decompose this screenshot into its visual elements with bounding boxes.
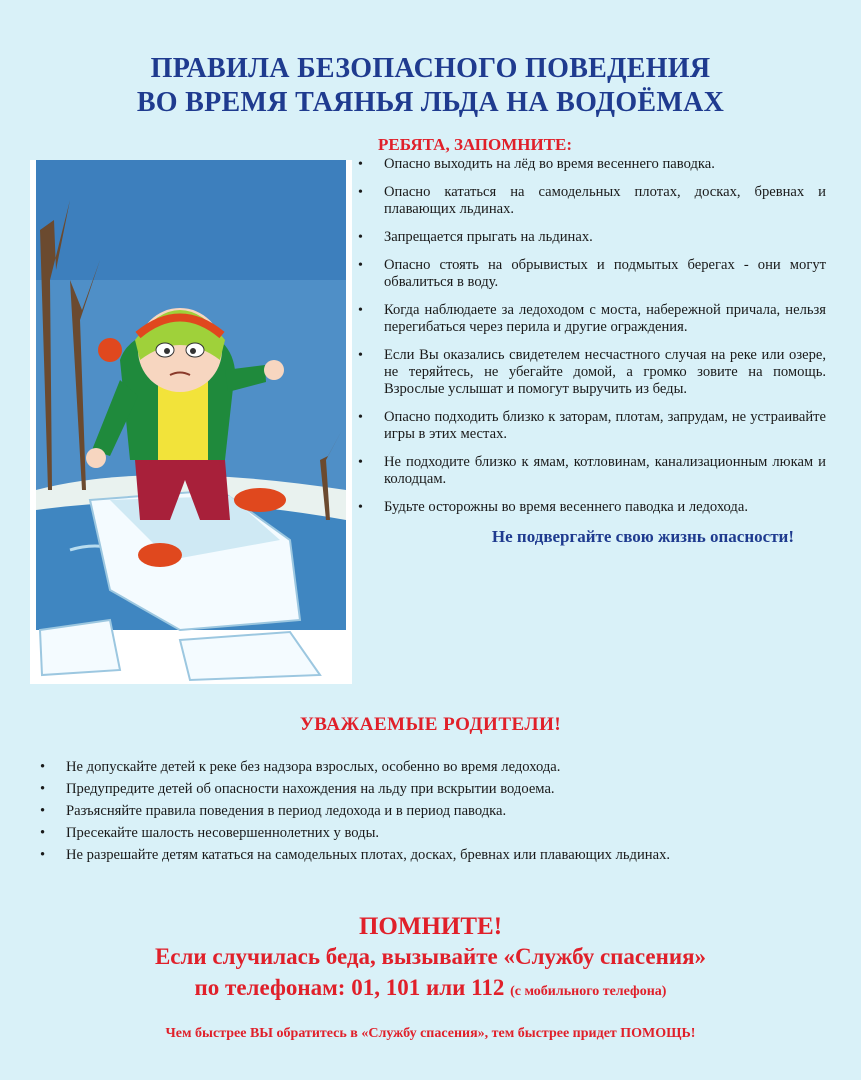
remember-footer: Чем быстрее ВЫ обратитесь в «Службу спасения», тем быстрее придет ПОМОЩЬ!: [165, 1026, 696, 1041]
poster-title: [0, 52, 861, 120]
remember-line-2: [0, 972, 861, 1008]
remember-line-1: Если случилась беда, вызывайте «Службу спасения»: [154, 944, 707, 969]
remember-section: [0, 912, 861, 1042]
child-on-ice-illustration: [30, 160, 352, 684]
list-item: • Опасно стоять на обрывистых и подмытых берегах - они могут обвалиться в воду.: [356, 257, 826, 291]
parents-rules-list: [38, 756, 824, 866]
list-item: • Когда наблюдаете за ледоходом с моста, набережной причала, нельзя перегибаться через перила и другие ограждения.: [356, 302, 826, 336]
kids-rules-list: [356, 156, 826, 516]
list-item: • Не подходите близко к ямам, котловинам, канализационным люкам и колодцам.: [356, 454, 826, 488]
list-item: • Предупредите детей об опасности нахождения на льду при вскрытии водоема.: [38, 778, 824, 800]
remember-heading: ПОМНИТЕ!: [358, 913, 503, 940]
title-line-1: ПРАВИЛА БЕЗОПАСНОГО ПОВЕДЕНИЯ: [150, 53, 711, 84]
title-line-2: ВО ВРЕМЯ ТАЯНЬЯ ЛЬДА НА ВОДОЁМАХ: [136, 87, 725, 118]
parents-rules-section: [38, 756, 824, 866]
list-item: • Не разрешайте детям кататься на самодельных плотах, досках, бревнах или плавающих льдинах.: [38, 844, 824, 866]
list-item: • Опасно выходить на лёд во время весеннего паводка.: [356, 156, 826, 173]
list-item: • Будьте осторожны во время весеннего паводка и ледохода.: [356, 499, 826, 516]
list-item: • Не допускайте детей к реке без надзора взрослых, особенно во время ледохода.: [38, 756, 824, 778]
parents-heading: УВАЖАЕМЫЕ РОДИТЕЛИ!: [299, 714, 562, 735]
list-item: • Опасно подходить близко к заторам, плотам, запрудам, не устраивайте игры в этих местах.: [356, 409, 826, 443]
list-item: • Разъясняйте правила поведения в период ледохода и в период паводка.: [38, 800, 824, 822]
list-item: • Пресекайте шалость несовершеннолетних у воды.: [38, 822, 824, 844]
list-item: • Если Вы оказались свидетелем несчастного случая на реке или озере, не теряйтесь, не убегайте домой, а громко зовите на помощь. Взрослые услышат и помогут выручить из беды.: [356, 347, 826, 398]
kids-rules-section: [356, 134, 826, 547]
list-item: • Запрещается прыгать на льдинах.: [356, 229, 826, 246]
phone-note: (с мобильного телефона): [510, 984, 667, 999]
kids-warning: Не подвергайте свою жизнь опасности!: [491, 527, 794, 546]
list-item: • Опасно кататься на самодельных плотах, досках, бревнах и плавающих льдинах.: [356, 184, 826, 218]
kids-heading: РЕБЯТА, ЗАПОМНИТЕ:: [378, 135, 573, 154]
phone-numbers: по телефонам: 01, 101 или 112: [194, 975, 505, 1000]
